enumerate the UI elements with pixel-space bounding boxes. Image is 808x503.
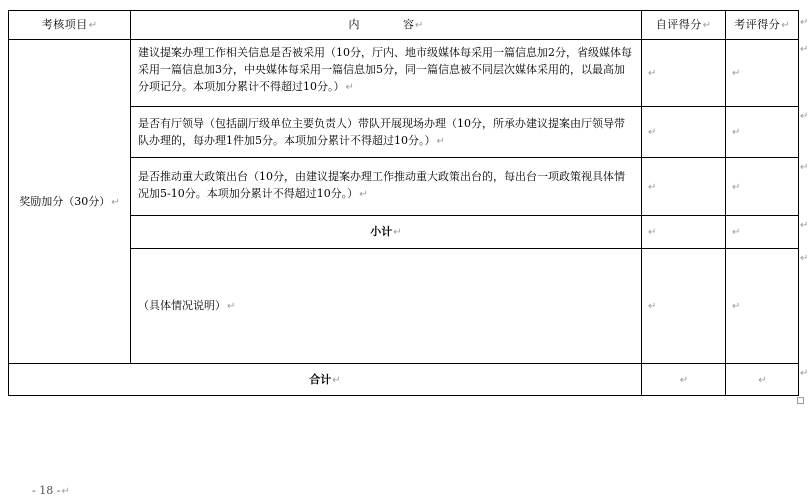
header-category[interactable] bbox=[9, 11, 131, 40]
details-self-score-cell[interactable] bbox=[642, 249, 726, 364]
paragraph-mark-icon: ↵ bbox=[679, 374, 689, 386]
paragraph-mark-icon: ↵ bbox=[61, 486, 70, 497]
row-2-content-cell[interactable] bbox=[131, 107, 642, 158]
row-3-content: 是否推动重大政策出台（10分，由建议提案办理工作推动重大政策出台的，每出台一项政策视具体情况加5-10分。本项加分累计不得超过10分。） bbox=[138, 170, 625, 200]
details-eval-score-cell[interactable] bbox=[726, 249, 799, 364]
row-end-mark-icon: ↵ bbox=[800, 368, 808, 379]
paragraph-mark-icon: ↵ bbox=[648, 181, 657, 193]
table-row bbox=[9, 40, 799, 107]
paragraph-mark-icon: ↵ bbox=[758, 374, 767, 386]
page-footer bbox=[32, 484, 70, 497]
paragraph-mark-icon: ↵ bbox=[332, 374, 341, 386]
paragraph-mark-icon: ↵ bbox=[732, 181, 741, 193]
paragraph-mark-icon: ↵ bbox=[732, 68, 741, 79]
row-end-mark-icon: ↵ bbox=[800, 162, 808, 173]
paragraph-mark-icon: ↵ bbox=[227, 301, 236, 312]
section-label: 奖励加分（30分） bbox=[19, 194, 111, 208]
row-end-mark-icon: ↵ bbox=[800, 253, 808, 264]
paragraph-mark-icon: ↵ bbox=[415, 20, 424, 31]
paragraph-mark-icon: ↵ bbox=[648, 127, 657, 138]
total-label-cell[interactable] bbox=[9, 364, 642, 396]
details-label: （具体情况说明） bbox=[138, 299, 226, 312]
total-label: 合计 bbox=[309, 372, 332, 386]
row-2-eval-score-cell[interactable] bbox=[726, 107, 799, 158]
subtotal-label-cell[interactable] bbox=[131, 216, 642, 249]
header-eval-score[interactable] bbox=[726, 11, 799, 40]
header-content-text: 内 容 bbox=[348, 18, 415, 31]
header-eval-score-text: 考评得分 bbox=[734, 18, 781, 31]
row-1-eval-score-cell[interactable] bbox=[726, 40, 799, 107]
subtotal-label: 小计 bbox=[370, 225, 393, 238]
paragraph-mark-icon: ↵ bbox=[702, 20, 712, 31]
paragraph-mark-icon: ↵ bbox=[393, 227, 402, 238]
table-resize-handle[interactable] bbox=[797, 397, 804, 404]
row-end-mark-icon: ↵ bbox=[800, 220, 808, 231]
paragraph-mark-icon: ↵ bbox=[111, 196, 120, 208]
details-cell[interactable] bbox=[131, 249, 642, 364]
paragraph-mark-icon: ↵ bbox=[781, 20, 790, 31]
row-3-eval-score-cell[interactable] bbox=[726, 158, 799, 216]
row-2-content: 是否有厅领导（包括副厅级单位主要负责人）带队开展现场办理（10分，所承办建议提案由厅领导带队办理的，每办理1件加5分。本项加分累计不得超过10分。） bbox=[138, 117, 625, 147]
row-1-content: 建议提案办理工作相关信息是否被采用（10分，厅内、地市级媒体每采用一篇信息加2分，省级媒体每采用一篇信息加3分，中央媒体每采用一篇信息加5分，同一篇信息被不同层次媒体采用的，以最高加分项记分。本项加分累计不得超过10分。） bbox=[138, 46, 632, 93]
row-3-content-cell[interactable] bbox=[131, 158, 642, 216]
row-end-mark-icon: ↵ bbox=[800, 111, 808, 122]
header-self-score-text: 自评得分 bbox=[655, 18, 702, 31]
row-1-self-score-cell[interactable] bbox=[642, 40, 726, 107]
paragraph-mark-icon: ↵ bbox=[359, 189, 368, 200]
subtotal-self-score-cell[interactable] bbox=[642, 216, 726, 249]
header-row bbox=[9, 11, 799, 40]
header-self-score[interactable] bbox=[642, 11, 726, 40]
paragraph-mark-icon: ↵ bbox=[345, 82, 354, 93]
row-end-mark-icon: ↵ bbox=[800, 44, 808, 55]
paragraph-mark-icon: ↵ bbox=[648, 301, 657, 312]
total-eval-score-cell[interactable] bbox=[726, 364, 799, 396]
paragraph-mark-icon: ↵ bbox=[436, 136, 445, 147]
row-3-self-score-cell[interactable] bbox=[642, 158, 726, 216]
total-row bbox=[9, 364, 799, 396]
row-2-self-score-cell[interactable] bbox=[642, 107, 726, 158]
paragraph-mark-icon: ↵ bbox=[732, 227, 741, 238]
paragraph-mark-icon: ↵ bbox=[648, 68, 657, 79]
section-label-cell[interactable] bbox=[9, 40, 131, 364]
paragraph-mark-icon: ↵ bbox=[732, 301, 741, 312]
header-content[interactable] bbox=[131, 11, 642, 40]
page-number: - 18 - bbox=[32, 484, 61, 497]
row-end-mark-icon: ↵ bbox=[800, 17, 808, 28]
paragraph-mark-icon: ↵ bbox=[648, 227, 657, 238]
row-1-content-cell[interactable] bbox=[131, 40, 642, 107]
header-category-text: 考核项目 bbox=[41, 18, 88, 31]
paragraph-mark-icon: ↵ bbox=[88, 20, 98, 31]
evaluation-table bbox=[8, 10, 799, 396]
subtotal-eval-score-cell[interactable] bbox=[726, 216, 799, 249]
total-self-score-cell[interactable] bbox=[642, 364, 726, 396]
paragraph-mark-icon: ↵ bbox=[732, 127, 741, 138]
